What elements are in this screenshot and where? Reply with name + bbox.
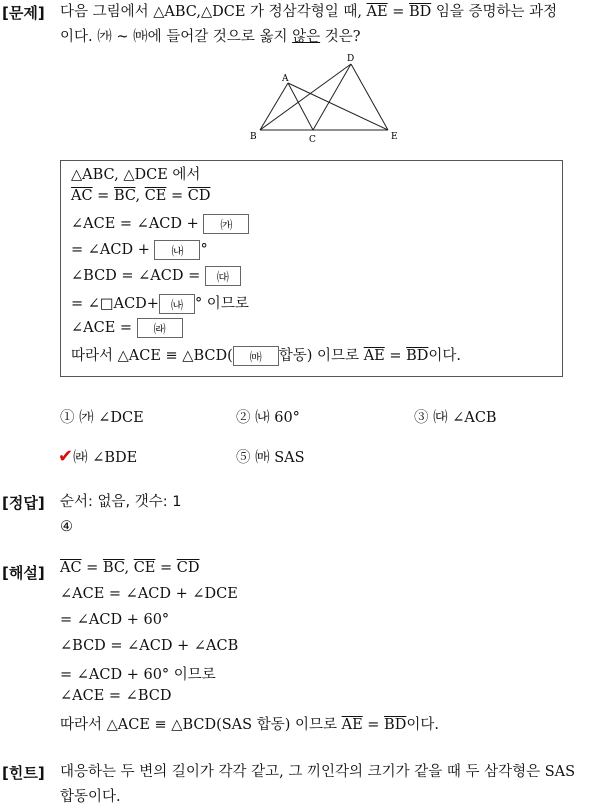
blank-na: ㈏: [154, 240, 200, 260]
proof-line-1: △ABC, △DCE 에서: [71, 167, 201, 183]
problem-line-2: 이다. ㈎ ~ ㈒에 들어갈 것으로 옳지 않은 것은?: [60, 29, 361, 45]
proof-line-7: ∠ACE = ㈑: [71, 318, 183, 338]
proof-line-4: = ∠ACD + ㈏ °: [71, 242, 208, 258]
option-4[interactable]: ✔㈑ ∠BDE: [58, 446, 138, 467]
answer-tag: [정답]: [2, 494, 45, 512]
problem-line-1: 다음 그림에서 △ABC,△DCE 가 정삼각형일 때, $\overline{AE} = \overline{BD}$ 임을 증명하는 과정: [60, 4, 558, 20]
blank-ga: ㈎: [203, 214, 249, 234]
proof-box: [60, 160, 563, 377]
hint-tag: [힌트]: [2, 764, 45, 782]
solution-line-7: 따라서 △ACE ≡ △BCD(SAS 합동) 이므로 $\overline{AE} = \overline{BD}$이다.: [60, 717, 439, 733]
problem-text: [60, 0, 588, 50]
option-1[interactable]: ① ㈎ ∠DCE: [60, 410, 144, 426]
checkmark-icon: ✔: [58, 446, 74, 467]
option-3[interactable]: ③ ㈐ ∠ACB: [414, 410, 497, 426]
triangle-figure: [245, 50, 405, 150]
proof-line-5: ∠BCD = ∠ACD = ㈐: [71, 266, 241, 286]
answer-text: 순서: 없음, 갯수: 1 ④: [60, 494, 182, 535]
blank-ma: ㈒: [233, 346, 279, 366]
label-c: C: [309, 135, 316, 145]
solution-line-4: ∠BCD = ∠ACD + ∠ACB: [60, 638, 239, 654]
blank-da: ㈐: [205, 266, 241, 286]
label-d: D: [347, 54, 355, 64]
problem-tag: [문제]: [2, 4, 45, 22]
solution-line-6: ∠ACE = ∠BCD: [60, 688, 172, 704]
label-b: B: [250, 132, 257, 142]
solution-line-1: $\overline{AC} = \overline{BC}$, $\overline{CE} = \overline{CD}$: [60, 560, 200, 576]
segment-ae: [288, 83, 388, 130]
blank-na-2: ㈏: [159, 294, 195, 314]
proof-line-8: 따라서 △ACE ≡ △BCD( ㈒ 합동) 이므로 $\overline{AE} = \overline{BD}$이다.: [71, 348, 462, 364]
solution-line-5: = ∠ACD + 60° 이므로: [60, 667, 216, 683]
label-a: A: [282, 74, 289, 84]
option-5[interactable]: ⑤ ㈒ SAS: [236, 450, 305, 466]
segment-de: [351, 64, 388, 130]
hint-text: 대응하는 두 변의 길이가 각각 같고, 그 끼인각의 크기가 같을 때 두 삼각형은 SAS 합동이다.: [60, 764, 576, 805]
segment-ba: [260, 83, 288, 130]
option-2[interactable]: ② ㈏ 60°: [236, 410, 300, 426]
segment-bd: [260, 64, 351, 130]
solution-line-2: ∠ACE = ∠ACD + ∠DCE: [60, 586, 238, 602]
blank-ra: ㈑: [137, 318, 183, 338]
proof-line-2: $\overline{AC} = \overline{BC}$, $\overline{CE} = \overline{CD}$: [71, 188, 211, 204]
solution-tag: [해설]: [2, 564, 45, 582]
solution-line-3: = ∠ACD + 60°: [60, 612, 170, 628]
proof-line-3: ∠ACE = ∠ACD + ㈎: [71, 214, 249, 234]
proof-line-6: = ∠□ACD+ ㈏ ° 이므로: [71, 296, 249, 312]
label-e: E: [391, 132, 398, 142]
